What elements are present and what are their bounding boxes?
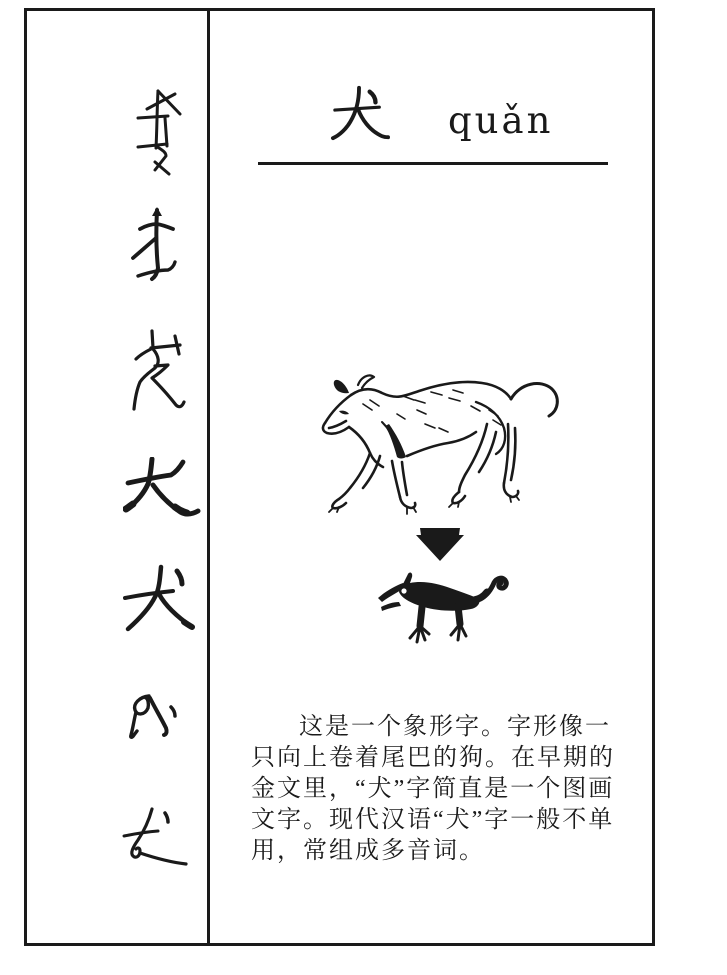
description-line: 文字。现代汉语“犬”字一般不单 [251, 807, 615, 833]
entry-main-column [210, 11, 655, 943]
quan-bronze-script-icon [130, 204, 180, 286]
description-line: 这是一个象形字。字形像一 [299, 714, 611, 740]
header-underline [258, 162, 608, 165]
script-form-5 [118, 564, 196, 638]
script-form-2 [130, 204, 180, 286]
description-line: 只向上卷着尾巴的狗。在早期的 [251, 745, 615, 771]
description-line: 用，常组成多音词。 [251, 838, 485, 864]
quan-running-script-icon [120, 806, 190, 870]
script-form-7 [120, 806, 190, 870]
quan-seal-script-icon [131, 329, 187, 415]
quan-cursive-script-icon [126, 691, 180, 751]
description-line: 金文里，“犬”字简直是一个图画 [251, 776, 615, 802]
quan-oracle-bone-script-icon [132, 86, 184, 178]
headword-pinyin: quǎn [448, 99, 554, 142]
explanation-text [251, 712, 623, 867]
script-form-3 [131, 329, 187, 415]
quan-regular-script-icon [118, 564, 196, 638]
dog-pictograph [374, 572, 516, 654]
script-form-4 [123, 457, 201, 523]
script-form-1 [132, 86, 184, 178]
dog-illustration [303, 366, 575, 518]
script-evolution-column [27, 11, 207, 943]
headword-character-glyph [328, 83, 392, 143]
quan-clerical-script-icon [123, 457, 201, 523]
script-form-6 [126, 691, 180, 751]
down-arrow-icon [416, 528, 464, 561]
